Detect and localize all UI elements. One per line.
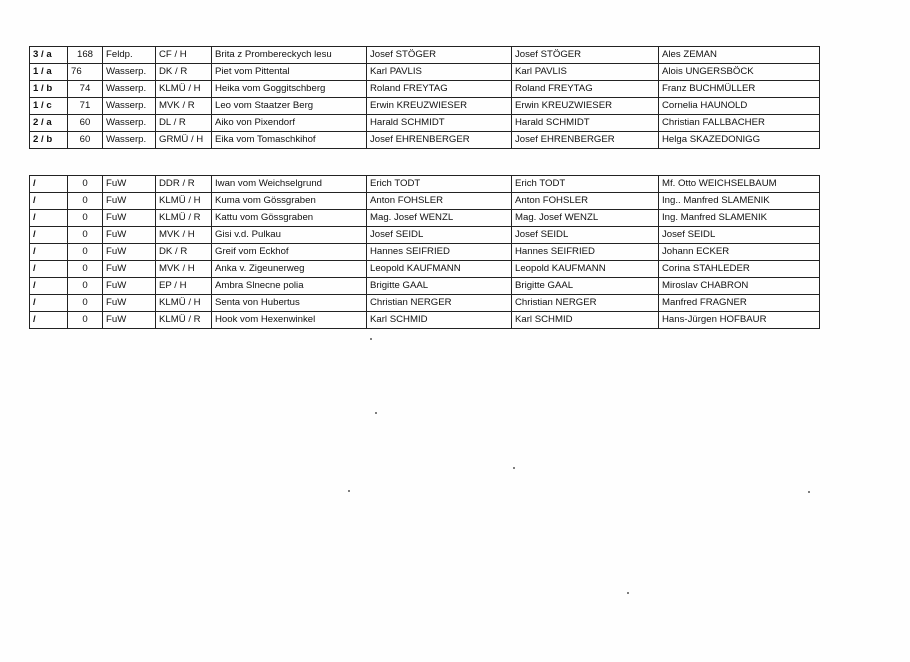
place-cell: / bbox=[30, 295, 68, 312]
breed-cell: MVK / H bbox=[156, 227, 212, 244]
breed-cell: CF / H bbox=[156, 47, 212, 64]
handler-cell: Harald SCHMIDT bbox=[512, 115, 659, 132]
breeder-cell: Franz BUCHMÜLLER bbox=[659, 81, 820, 98]
place-cell: 1 / c bbox=[30, 98, 68, 115]
handler-cell: Karl PAVLIS bbox=[512, 64, 659, 81]
breeder-cell: Hans-Jürgen HOFBAUR bbox=[659, 312, 820, 329]
test-cell: Feldp. bbox=[103, 47, 156, 64]
points-cell: 71 bbox=[68, 98, 103, 115]
table-row bbox=[30, 312, 820, 329]
dog-name-cell: Eika vom Tomaschkihof bbox=[212, 132, 367, 149]
dog-name-cell: Senta von Hubertus bbox=[212, 295, 367, 312]
owner-cell: Leopold KAUFMANN bbox=[367, 261, 512, 278]
points-cell: 168 bbox=[68, 47, 103, 64]
breeder-cell: Cornelia HAUNOLD bbox=[659, 98, 820, 115]
table-row bbox=[30, 261, 820, 278]
breeder-cell: Josef SEIDL bbox=[659, 227, 820, 244]
dog-name-cell: Brita z Prombereckych lesu bbox=[212, 47, 367, 64]
place-cell: / bbox=[30, 227, 68, 244]
points-cell: 60 bbox=[68, 115, 103, 132]
handler-cell: Brigitte GAAL bbox=[512, 278, 659, 295]
handler-cell: Erwin KREUZWIESER bbox=[512, 98, 659, 115]
handler-cell: Roland FREYTAG bbox=[512, 81, 659, 98]
test-cell: Wasserp. bbox=[103, 115, 156, 132]
handler-cell: Mag. Josef WENZL bbox=[512, 210, 659, 227]
test-cell: FuW bbox=[103, 278, 156, 295]
place-cell: / bbox=[30, 176, 68, 193]
scan-speck bbox=[513, 467, 515, 469]
table-row bbox=[30, 81, 820, 98]
test-cell: FuW bbox=[103, 261, 156, 278]
breed-cell: KLMÜ / H bbox=[156, 295, 212, 312]
breed-cell: DK / R bbox=[156, 64, 212, 81]
test-cell: FuW bbox=[103, 176, 156, 193]
test-cell: FuW bbox=[103, 312, 156, 329]
handler-cell: Josef EHRENBERGER bbox=[512, 132, 659, 149]
owner-cell: Josef EHRENBERGER bbox=[367, 132, 512, 149]
breed-cell: KLMÜ / H bbox=[156, 193, 212, 210]
points-cell: 76 bbox=[68, 64, 103, 81]
breed-cell: MVK / H bbox=[156, 261, 212, 278]
test-cell: Wasserp. bbox=[103, 98, 156, 115]
owner-cell: Christian NERGER bbox=[367, 295, 512, 312]
table-row bbox=[30, 176, 820, 193]
dog-name-cell: Ambra Slnecne polia bbox=[212, 278, 367, 295]
points-cell: 0 bbox=[68, 227, 103, 244]
table-row bbox=[30, 295, 820, 312]
place-cell: 1 / a bbox=[30, 64, 68, 81]
owner-cell: Hannes SEIFRIED bbox=[367, 244, 512, 261]
owner-cell: Karl PAVLIS bbox=[367, 64, 512, 81]
owner-cell: Mag. Josef WENZL bbox=[367, 210, 512, 227]
table-row bbox=[30, 98, 820, 115]
dog-name-cell: Greif vom Eckhof bbox=[212, 244, 367, 261]
dog-name-cell: Heika vom Goggitschberg bbox=[212, 81, 367, 98]
handler-cell: Josef STÖGER bbox=[512, 47, 659, 64]
points-cell: 0 bbox=[68, 244, 103, 261]
handler-cell: Erich TODT bbox=[512, 176, 659, 193]
place-cell: / bbox=[30, 193, 68, 210]
dog-name-cell: Anka v. Zigeunerweg bbox=[212, 261, 367, 278]
dog-name-cell: Leo vom Staatzer Berg bbox=[212, 98, 367, 115]
breed-cell: KLMÜ / R bbox=[156, 210, 212, 227]
points-cell: 0 bbox=[68, 193, 103, 210]
table-row bbox=[30, 227, 820, 244]
dog-name-cell: Piet vom Pittental bbox=[212, 64, 367, 81]
breeder-cell: Johann ECKER bbox=[659, 244, 820, 261]
test-cell: FuW bbox=[103, 210, 156, 227]
handler-cell: Anton FOHSLER bbox=[512, 193, 659, 210]
place-cell: / bbox=[30, 244, 68, 261]
breed-cell: EP / H bbox=[156, 278, 212, 295]
breed-cell: DL / R bbox=[156, 115, 212, 132]
scan-speck bbox=[370, 338, 372, 340]
table-row bbox=[30, 210, 820, 227]
points-cell: 60 bbox=[68, 132, 103, 149]
place-cell: 2 / b bbox=[30, 132, 68, 149]
breeder-cell: Miroslav CHABRON bbox=[659, 278, 820, 295]
breed-cell: DK / R bbox=[156, 244, 212, 261]
place-cell: 2 / a bbox=[30, 115, 68, 132]
results-table-unplaced bbox=[29, 175, 820, 329]
table-row bbox=[30, 132, 820, 149]
test-cell: FuW bbox=[103, 295, 156, 312]
table-row bbox=[30, 278, 820, 295]
scan-speck bbox=[375, 412, 377, 414]
breeder-cell: Alois UNGERSBÖCK bbox=[659, 64, 820, 81]
dog-name-cell: Aiko von Pixendorf bbox=[212, 115, 367, 132]
place-cell: / bbox=[30, 312, 68, 329]
breeder-cell: Mf. Otto WEICHSELBAUM bbox=[659, 176, 820, 193]
owner-cell: Erich TODT bbox=[367, 176, 512, 193]
breeder-cell: Christian FALLBACHER bbox=[659, 115, 820, 132]
scan-speck bbox=[348, 490, 350, 492]
handler-cell: Josef SEIDL bbox=[512, 227, 659, 244]
breeder-cell: Manfred FRAGNER bbox=[659, 295, 820, 312]
breeder-cell: Ing.. Manfred SLAMENIK bbox=[659, 193, 820, 210]
dog-name-cell: Iwan vom Weichselgrund bbox=[212, 176, 367, 193]
dog-name-cell: Kuma vom Gössgraben bbox=[212, 193, 367, 210]
dog-name-cell: Kattu vom Gössgraben bbox=[212, 210, 367, 227]
test-cell: FuW bbox=[103, 227, 156, 244]
dog-name-cell: Hook vom Hexenwinkel bbox=[212, 312, 367, 329]
test-cell: Wasserp. bbox=[103, 81, 156, 98]
points-cell: 0 bbox=[68, 295, 103, 312]
scan-speck bbox=[627, 592, 629, 594]
test-cell: Wasserp. bbox=[103, 132, 156, 149]
points-cell: 74 bbox=[68, 81, 103, 98]
breed-cell: GRMÜ / H bbox=[156, 132, 212, 149]
points-cell: 0 bbox=[68, 278, 103, 295]
owner-cell: Brigitte GAAL bbox=[367, 278, 512, 295]
owner-cell: Josef STÖGER bbox=[367, 47, 512, 64]
owner-cell: Roland FREYTAG bbox=[367, 81, 512, 98]
owner-cell: Anton FOHSLER bbox=[367, 193, 512, 210]
points-cell: 0 bbox=[68, 261, 103, 278]
place-cell: 3 / a bbox=[30, 47, 68, 64]
scan-speck bbox=[808, 491, 810, 493]
points-cell: 0 bbox=[68, 210, 103, 227]
place-cell: 1 / b bbox=[30, 81, 68, 98]
test-cell: FuW bbox=[103, 193, 156, 210]
results-table-placed bbox=[29, 46, 820, 149]
points-cell: 0 bbox=[68, 176, 103, 193]
place-cell: / bbox=[30, 261, 68, 278]
breed-cell: KLMÜ / H bbox=[156, 81, 212, 98]
breed-cell: MVK / R bbox=[156, 98, 212, 115]
place-cell: / bbox=[30, 210, 68, 227]
owner-cell: Erwin KREUZWIESER bbox=[367, 98, 512, 115]
table-row bbox=[30, 193, 820, 210]
handler-cell: Hannes SEIFRIED bbox=[512, 244, 659, 261]
table-row bbox=[30, 244, 820, 261]
handler-cell: Leopold KAUFMANN bbox=[512, 261, 659, 278]
breed-cell: DDR / R bbox=[156, 176, 212, 193]
breeder-cell: Ales ZEMAN bbox=[659, 47, 820, 64]
handler-cell: Karl SCHMID bbox=[512, 312, 659, 329]
breeder-cell: Ing. Manfred SLAMENIK bbox=[659, 210, 820, 227]
test-cell: Wasserp. bbox=[103, 64, 156, 81]
breeder-cell: Corina STAHLEDER bbox=[659, 261, 820, 278]
table-row bbox=[30, 115, 820, 132]
owner-cell: Josef SEIDL bbox=[367, 227, 512, 244]
owner-cell: Karl SCHMID bbox=[367, 312, 512, 329]
points-cell: 0 bbox=[68, 312, 103, 329]
test-cell: FuW bbox=[103, 244, 156, 261]
breed-cell: KLMÜ / R bbox=[156, 312, 212, 329]
owner-cell: Harald SCHMIDT bbox=[367, 115, 512, 132]
dog-name-cell: Gisi v.d. Pulkau bbox=[212, 227, 367, 244]
table-row bbox=[30, 64, 820, 81]
place-cell: / bbox=[30, 278, 68, 295]
table-row bbox=[30, 47, 820, 64]
handler-cell: Christian NERGER bbox=[512, 295, 659, 312]
breeder-cell: Helga SKAZEDONIGG bbox=[659, 132, 820, 149]
